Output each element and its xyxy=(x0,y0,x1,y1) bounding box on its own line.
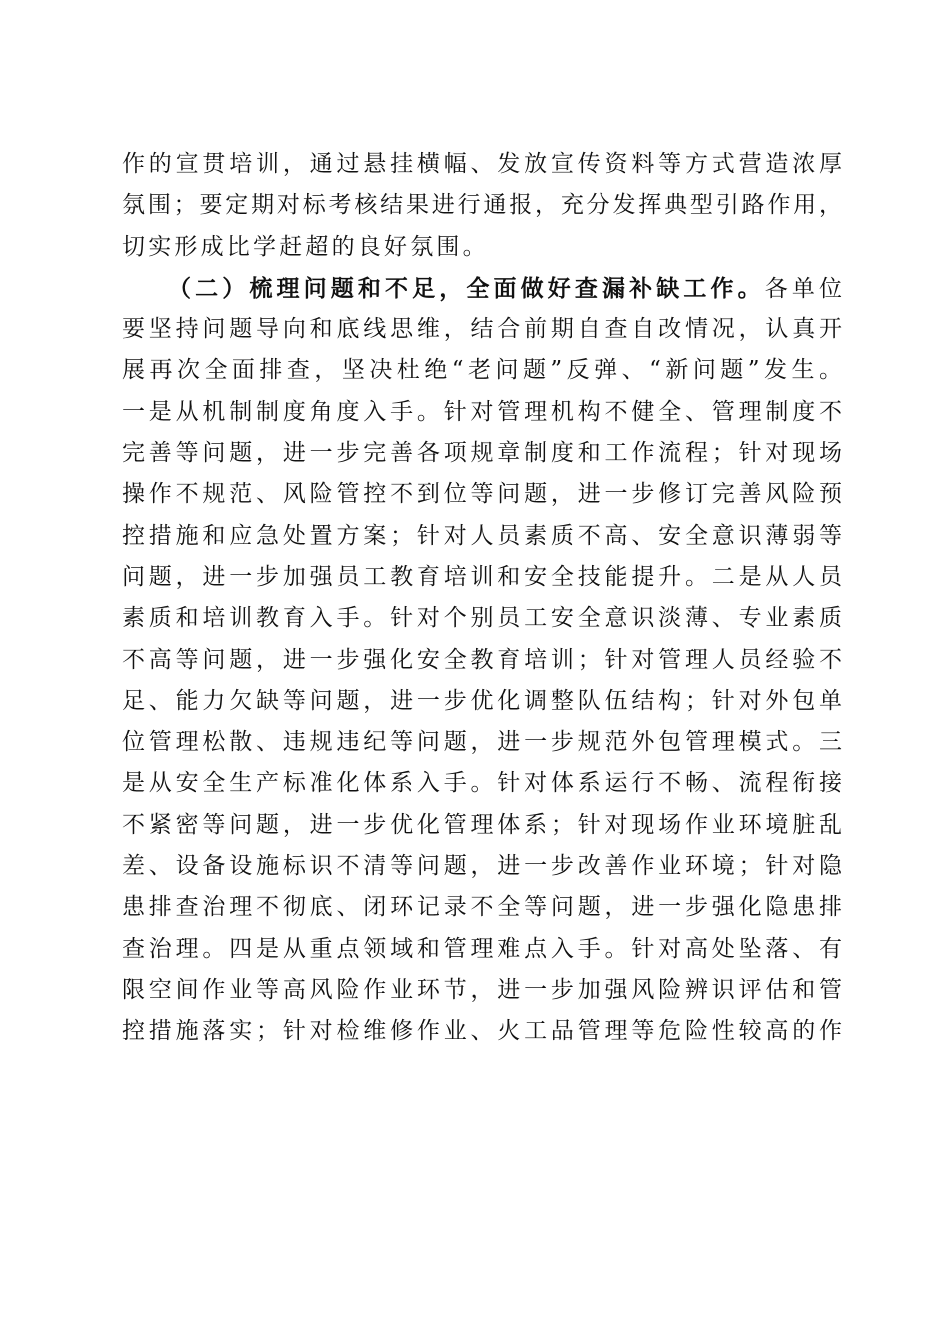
text-line: 位管理松散、违规违纪等问题，进一步规范外包管理模式。三 xyxy=(122,729,842,756)
text-line: 是从安全生产标准化体系入手。针对体系运行不畅、流程衔接 xyxy=(122,770,842,797)
section-heading: （二）梳理问题和不足，全面做好查漏补缺工作。 xyxy=(168,274,765,302)
text-line: 控措施落实；针对检维修作业、火工品管理等危险性较高的作 xyxy=(122,1018,842,1045)
text-line: 限空间作业等高风险作业环节，进一步加强风险辨识评估和管 xyxy=(122,976,842,1003)
text-line: 足、能力欠缺等问题，进一步优化调整队伍结构；针对外包单 xyxy=(122,687,842,714)
text-line: 查治理。四是从重点领域和管理难点入手。针对高处坠落、有 xyxy=(122,935,842,962)
text-line: 要坚持问题导向和底线思维，结合前期自查自改情况，认真开 xyxy=(122,316,842,343)
text-line: 差、设备设施标识不清等问题，进一步改善作业环境；针对隐 xyxy=(122,853,842,880)
text-line: 切实形成比学赶超的良好氛围。 xyxy=(122,233,489,260)
text-line: 患排查治理不彻底、闭环记录不全等问题，进一步强化隐患排 xyxy=(122,894,842,921)
text-line: 操作不规范、风险管控不到位等问题，进一步修订完善风险预 xyxy=(122,481,842,508)
document-body xyxy=(122,144,842,1053)
section-heading-rest: 各单位 xyxy=(764,275,842,302)
section-heading-line xyxy=(122,268,842,309)
text-line: 一是从机制制度角度入手。针对管理机构不健全、管理制度不 xyxy=(122,398,842,425)
text-line: 作的宣贯培训，通过悬挂横幅、发放宣传资料等方式营造浓厚 xyxy=(122,151,842,177)
text-line: 不高等问题，进一步强化安全教育培训；针对管理人员经验不 xyxy=(122,646,842,673)
text-line: 展再次全面排查，坚决杜绝“老问题”反弹、“新问题”发生。 xyxy=(122,357,842,384)
text-line: 控措施和应急处置方案；针对人员素质不高、安全意识薄弱等 xyxy=(122,522,842,549)
text-line: 素质和培训教育入手。针对个别员工安全意识淡薄、专业素质 xyxy=(122,605,842,632)
text-line: 完善等问题，进一步完善各项规章制度和工作流程；针对现场 xyxy=(122,440,842,467)
text-line: 不紧密等问题，进一步优化管理体系；针对现场作业环境脏乱 xyxy=(122,811,842,838)
text-line: 问题，进一步加强员工教育培训和安全技能提升。二是从人员 xyxy=(122,563,842,590)
text-line: 氛围；要定期对标考核结果进行通报，充分发挥典型引路作用， xyxy=(122,192,842,219)
